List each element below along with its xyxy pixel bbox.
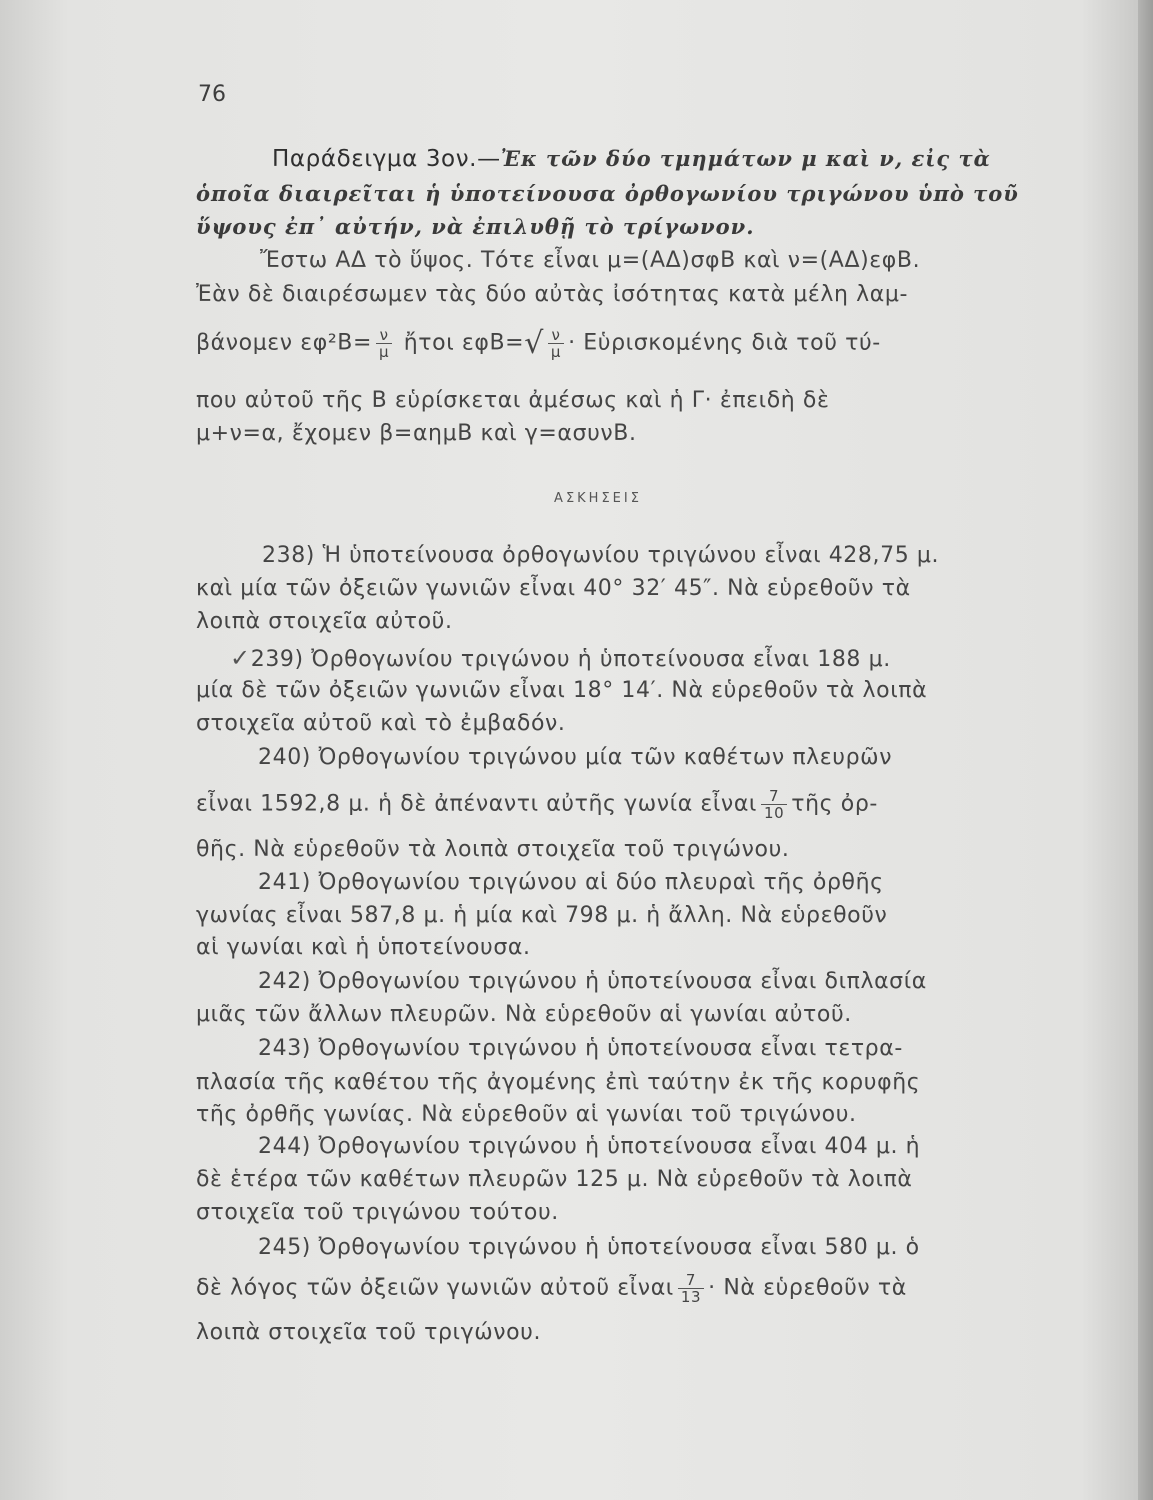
example-problem-l1: Ἐκ τῶν δύο τμημάτων μ καὶ ν, εἰς τὰ [500, 146, 991, 171]
exercise-244-l2: δὲ ἑτέρα τῶν καθέτων πλευρῶν 125 μ. Νὰ εὑρεθοῦν τὰ λοιπὰ [196, 1167, 913, 1192]
solution-l3-part-c: · Εὑρισκομένης διὰ τοῦ τύ- [568, 330, 881, 356]
exercise-242-l2: μιᾶς τῶν ἄλλων πλευρῶν. Νὰ εὑρεθοῦν αἱ γωνίαι αὐτοῦ. [196, 1002, 852, 1027]
square-root-icon: √ [524, 326, 544, 361]
exercise-243-l3: τῆς ὀρθῆς γωνίας. Νὰ εὑρεθοῦν αἱ γωνίαι τοῦ τριγώνου. [196, 1102, 857, 1127]
fraction-denominator: μ [550, 343, 562, 361]
exercises-heading: ΑΣΚΗΣΕΙΣ [554, 491, 642, 506]
page-edge [1138, 0, 1153, 1500]
fraction-7-10 [761, 788, 787, 821]
fraction-7-13 [678, 1272, 704, 1305]
fraction-denominator: 10 [763, 804, 785, 822]
exercise-243-l2: πλασία τῆς καθέτου τῆς ἀγομένης ἐπὶ ταύτην ἐκ τῆς κορυφῆς [196, 1070, 921, 1095]
exercise-245-l1: 245) Ὀρθογωνίου τριγώνου ἡ ὑποτείνουσα εἶναι 580 μ. ὁ [258, 1235, 920, 1260]
exercise-240-l3: θῆς. Νὰ εὑρεθοῦν τὰ λοιπὰ στοιχεῖα τοῦ τριγώνου. [196, 837, 790, 862]
exercise-244-l1: 244) Ὀρθογωνίου τριγώνου ἡ ὑποτείνουσα εἶναι 404 μ. ἡ [258, 1134, 921, 1159]
check-mark-icon: ✓ [230, 644, 251, 672]
fraction-numerator: 7 [761, 788, 787, 805]
exercise-238-l2: καὶ μία τῶν ὀξειῶν γωνιῶν εἶναι 40° 32′ 45″. Νὰ εὑρεθοῦν τὰ [196, 576, 911, 601]
example-solution-l4: που αὐτοῦ τῆς Β εὑρίσκεται ἀμέσως καὶ ἡ Γ· ἐπειδὴ δὲ [196, 388, 830, 413]
exercise-239-l1 [230, 644, 891, 672]
fraction-numerator: ν [548, 327, 564, 344]
fraction-denominator: μ [379, 343, 390, 361]
example-title-line [272, 146, 991, 172]
exercise-241-l2: γωνίας εἶναι 587,8 μ. ἡ μία καὶ 798 μ. ἡ ἄλλη. Νὰ εὑρεθοῦν [196, 903, 888, 928]
exercise-244-l3: στοιχεῖα τοῦ τριγώνου τούτου. [196, 1200, 559, 1225]
exercise-240-l2 [196, 788, 878, 821]
exercise-238-l1: 238) Ἡ ὑποτείνουσα ὀρθογωνίου τριγώνου εἶναι 428,75 μ. [262, 543, 940, 568]
exercise-239-text: 239) Ὀρθογωνίου τριγώνου ἡ ὑποτείνουσα εἶναι 188 μ. [250, 647, 891, 672]
example-title: Παράδειγμα 3ον.— [272, 146, 501, 172]
fraction-nu-mu-root [548, 327, 564, 360]
exercise-242-l1: 242) Ὀρθογωνίου τριγώνου ἡ ὑποτείνουσα εἶναι διπλασία [258, 969, 927, 994]
solution-l3-part-a: βάνομεν εφ²Β= [196, 330, 373, 356]
example-solution-l5: μ+ν=α, ἔχομεν β=αημΒ καὶ γ=ασυνΒ. [196, 421, 637, 446]
exercise-245-l3: λοιπὰ στοιχεῖα τοῦ τριγώνου. [196, 1320, 542, 1345]
exercise-240-l2-b: τῆς ὀρ- [791, 791, 878, 817]
example-solution-l3 [196, 326, 881, 361]
exercise-245-l2-b: · Νὰ εὑρεθοῦν τὰ [708, 1275, 907, 1301]
example-problem-l2: ὁποῖα διαιρεῖται ἡ ὑποτείνουσα ὀρθογωνίου τριγώνου ὑπὸ τοῦ [196, 181, 1019, 206]
fraction-numerator: ν [376, 327, 392, 344]
exercise-241-l3: αἱ γωνίαι καὶ ἡ ὑποτείνουσα. [196, 935, 531, 960]
exercise-245-l2 [196, 1272, 907, 1305]
fraction-nu-mu [376, 327, 392, 360]
exercise-240-l2-a: εἶναι 1592,8 μ. ἡ δὲ ἀπέναντι αὐτῆς γωνία εἶναι [196, 791, 757, 817]
fraction-denominator: 13 [680, 1288, 702, 1306]
exercise-245-l2-a: δὲ λόγος τῶν ὀξειῶν γωνιῶν αὐτοῦ εἶναι [196, 1275, 674, 1301]
exercise-240-l1: 240) Ὀρθογωνίου τριγώνου μία τῶν καθέτων πλευρῶν [258, 745, 893, 770]
exercise-239-l2: μία δὲ τῶν ὀξειῶν γωνιῶν εἶναι 18° 14′. Νὰ εὑρεθοῦν τὰ λοιπὰ [196, 678, 928, 703]
fraction-numerator: 7 [678, 1272, 704, 1289]
page-number: 76 [198, 82, 226, 107]
example-problem-l3: ὕψους ἐπ᾽ αὐτήν, νὰ ἐπιλυθῇ τὸ τρίγωνον. [196, 214, 755, 239]
example-solution-l2: Ἐὰν δὲ διαιρέσωμεν τὰς δύο αὐτὰς ἰσότητας κατὰ μέλη λαμ- [196, 282, 908, 307]
solution-l3-part-b: ἤτοι εφΒ= [403, 330, 525, 356]
example-solution-l1: Ἔστω ΑΔ τὸ ὕψος. Τότε εἶναι μ=(ΑΔ)σφΒ καὶ ν=(ΑΔ)εφΒ. [260, 248, 921, 273]
exercise-241-l1: 241) Ὀρθογωνίου τριγώνου αἱ δύο πλευραὶ τῆς ὀρθῆς [258, 870, 884, 895]
exercise-239-l3: στοιχεῖα αὐτοῦ καὶ τὸ ἐμβαδόν. [196, 711, 566, 736]
exercise-238-l3: λοιπὰ στοιχεῖα αὐτοῦ. [196, 609, 453, 634]
exercise-243-l1: 243) Ὀρθογωνίου τριγώνου ἡ ὑποτείνουσα εἶναι τετρα- [258, 1036, 903, 1061]
